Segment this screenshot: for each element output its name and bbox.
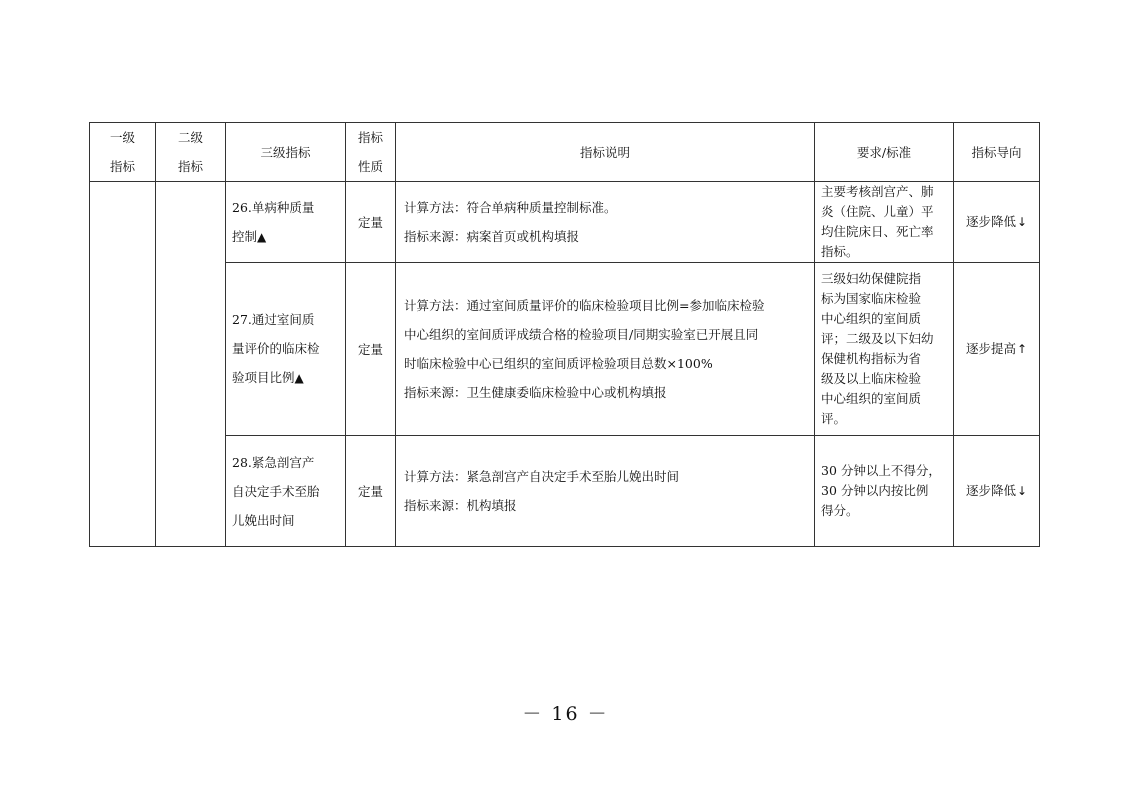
level2-cell	[156, 182, 226, 547]
direction-cell: 逐步降低↓	[954, 436, 1040, 547]
triangle-marker-icon: ▲	[257, 229, 267, 244]
header-nature: 指标 性质	[346, 123, 396, 182]
requirement-cell: 30 分钟以上不得分， 30 分钟以内按比例 得分。	[815, 436, 954, 547]
table-header-row	[90, 123, 1040, 182]
triangle-marker-icon: ▲	[294, 371, 304, 385]
requirement-cell: 三级妇幼保健院指 标为国家临床检验 中心组织的室间质 评；二级及以下妇幼 保健机构指标为省 级及以上临床检验 中心组织的室间质 评。	[815, 263, 954, 436]
page-number: － 16 －	[522, 703, 609, 725]
header-level2: 二级 指标	[156, 123, 226, 182]
description-cell: 计算方法：符合单病种质量控制标准。 指标来源：病案首页或机构填报	[396, 182, 815, 263]
nature-cell: 定量	[346, 436, 396, 547]
requirement-cell: 主要考核剖宫产、肺 炎（住院、儿童）平 均住院床日、死亡率 指标。	[815, 182, 954, 263]
header-level3: 三级指标	[226, 123, 346, 182]
direction-cell: 逐步降低↓	[954, 182, 1040, 263]
level3-cell: 27.通过室间质 量评价的临床检 验项目比例▲	[226, 263, 346, 436]
arrow-down-icon: ↓	[1016, 484, 1028, 498]
header-requirement: 要求/标准	[815, 123, 954, 182]
level3-cell: 26.单病种质量 控制▲	[226, 182, 346, 263]
level1-cell	[90, 182, 156, 547]
direction-cell: 逐步提高↑	[954, 263, 1040, 436]
table-row	[90, 182, 1040, 263]
header-level1: 一级 指标	[90, 123, 156, 182]
indicator-table	[89, 122, 1040, 547]
header-description: 指标说明	[396, 123, 815, 182]
header-direction: 指标导向	[954, 123, 1040, 182]
description-cell: 计算方法：紧急剖宫产自决定手术至胎儿娩出时间 指标来源：机构填报	[396, 436, 815, 547]
arrow-up-icon: ↑	[1016, 342, 1028, 356]
table-row	[90, 436, 1040, 547]
arrow-down-icon: ↓	[1016, 215, 1028, 229]
nature-cell: 定量	[346, 182, 396, 263]
nature-cell: 定量	[346, 263, 396, 436]
level3-cell: 28.紧急剖宫产 自决定手术至胎 儿娩出时间	[226, 436, 346, 547]
table-row	[90, 263, 1040, 436]
description-cell: 计算方法：通过室间质量评价的临床检验项目比例=参加临床检验 中心组织的室间质评成绩合格的检验项目/同期实验室已开展且同 时临床检验中心已组织的室间质评检验项目总数×100% 指标来源：卫生健康委临床检验中心或机构填报	[396, 263, 815, 436]
